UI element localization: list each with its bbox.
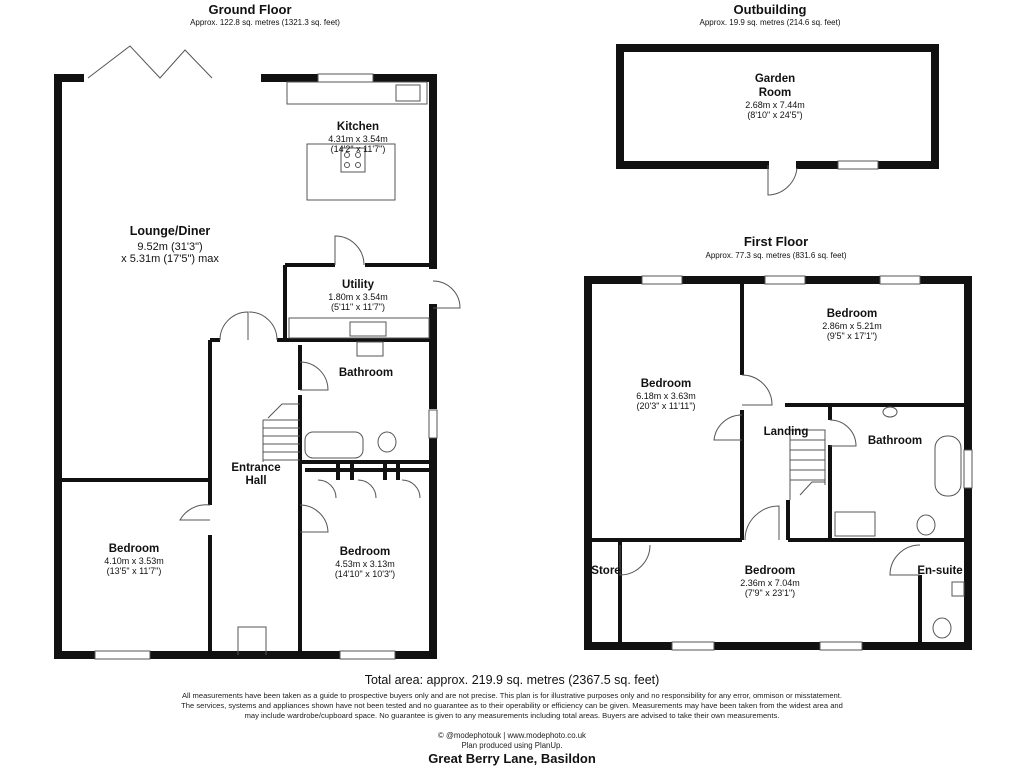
bathroom-toilet xyxy=(378,432,396,452)
garden-room-size-ft: (8'10" x 24'5") xyxy=(747,110,803,120)
ensuite-label: En-suite xyxy=(917,565,963,577)
bedroom-left-window xyxy=(95,651,150,659)
bedroom-bottom-size-ft: (7'9" x 23'1") xyxy=(744,588,796,598)
garden-room-label-2: Room xyxy=(758,87,792,99)
bedroom-bottom-label: Bedroom xyxy=(744,565,796,577)
bathroom-basin xyxy=(357,342,383,356)
ground-floor xyxy=(58,2,460,659)
ground-stairs xyxy=(263,404,300,462)
garden-room-size-m: 2.68m x 7.44m xyxy=(745,100,805,110)
address: Great Berry Lane, Basildon xyxy=(428,751,596,766)
bedroom-right-window xyxy=(340,651,395,659)
ensuite-toilet xyxy=(933,618,951,638)
first-stairs xyxy=(790,430,825,500)
wardrobe-doors xyxy=(318,480,420,498)
landing-label: Landing xyxy=(763,426,809,438)
ground-bathroom-label: Bathroom xyxy=(338,367,394,379)
kitchen-size-m: 4.31m x 3.54m xyxy=(328,134,388,144)
bedroom-bottom-window-2 xyxy=(820,642,862,650)
bedroom-right-size-ft: (14'10" x 10'3") xyxy=(334,569,396,579)
utility-door xyxy=(335,236,364,265)
bedroom-left-size-ft: (13'5" x 11'7") xyxy=(106,566,162,576)
utility-external-door xyxy=(433,281,460,308)
first-floor-area: Approx. 77.3 sq. metres (831.6 sq. feet) xyxy=(705,251,847,260)
kitchen-size-ft: (14'2" x 11'7") xyxy=(330,144,386,154)
bedroom-right-door xyxy=(300,505,328,532)
first-floor xyxy=(588,234,972,650)
kitchen-sink xyxy=(396,85,420,101)
entrance-hall-label-1: Entrance xyxy=(231,462,281,474)
bathroom-door xyxy=(300,362,328,390)
ground-floor-title: Ground Floor xyxy=(208,2,292,17)
first-floor-title: First Floor xyxy=(743,234,809,249)
garden-room-window xyxy=(838,161,878,169)
bedroom-large-size-ft: (20'3" x 11'11") xyxy=(636,401,696,411)
bedroom-left-door xyxy=(180,505,210,520)
bedroom-top-window-1 xyxy=(765,276,805,284)
bedroom-bottom-window-1 xyxy=(672,642,714,650)
lounge-double-door xyxy=(220,312,277,340)
bedroom-top-window-2 xyxy=(880,276,920,284)
disclaimer xyxy=(0,691,1024,722)
bedroom-large-window xyxy=(642,276,682,284)
store-label: Store xyxy=(591,565,621,577)
credit xyxy=(0,731,1024,751)
first-bath xyxy=(935,436,961,496)
disclaimer-line-3: may include wardrobe/cupboard space. No guarantee is given to any measurements including total areas. Buyers are advised to take their own measurements. xyxy=(244,711,780,721)
outbuilding-area: Approx. 19.9 sq. metres (214.6 sq. feet) xyxy=(699,18,841,27)
bathroom-window xyxy=(964,450,972,488)
kitchen-label: Kitchen xyxy=(336,121,380,133)
lounge-diner-size: 9.52m (31'3") xyxy=(137,241,203,253)
credit-line-1: © @modephotouk | www.modephoto.co.uk xyxy=(438,731,586,740)
ensuite-door xyxy=(890,545,920,575)
utility-size-ft: (5'11" x 11'7") xyxy=(330,302,386,312)
bedroom-large-label: Bedroom xyxy=(640,378,692,390)
bedroom-top-size-ft: (9'5" x 17'1") xyxy=(826,331,878,341)
bedroom-bottom-door xyxy=(745,506,779,540)
first-toilet xyxy=(917,515,935,535)
entrance-hall-label-2: Hall xyxy=(245,475,267,487)
ground-floor-area: Approx. 122.8 sq. metres (1321.3 sq. feet) xyxy=(190,18,340,27)
outbuilding xyxy=(620,2,935,195)
bedroom-bottom-size-m: 2.36m x 7.04m xyxy=(740,578,800,588)
garden-room-door xyxy=(768,165,797,195)
shower-tray xyxy=(835,512,875,536)
lounge-diner-size-2: x 5.31m (17'5") max xyxy=(121,253,219,265)
bedroom-large-door xyxy=(714,415,742,440)
store-door xyxy=(620,545,650,575)
bedroom-right-label: Bedroom xyxy=(339,546,391,558)
credit-line-2: Plan produced using PlanUp. xyxy=(461,741,563,750)
kitchen-window xyxy=(318,74,373,82)
first-basin xyxy=(883,407,897,417)
bathroom-window xyxy=(429,410,437,438)
bifold-door xyxy=(88,46,212,78)
front-door xyxy=(238,627,266,655)
utility-sink xyxy=(350,322,386,336)
lounge-diner-label: Lounge/Diner xyxy=(129,224,211,238)
first-bathroom-door xyxy=(830,420,856,446)
bedroom-top-door xyxy=(742,375,772,405)
bedroom-right-size-m: 4.53m x 3.13m xyxy=(335,559,395,569)
disclaimer-line-2: The services, systems and appliances shown have not been tested and no guarantee as to their operability or efficiency can be given. Measurements may have been taken from the widest area and xyxy=(181,701,843,711)
bedroom-left-label: Bedroom xyxy=(108,543,160,555)
utility-label: Utility xyxy=(342,279,374,291)
bath xyxy=(305,432,363,458)
ensuite-basin xyxy=(952,582,964,596)
bedroom-top-size-m: 2.86m x 5.21m xyxy=(822,321,882,331)
first-bathroom-label: Bathroom xyxy=(867,435,923,447)
outbuilding-title: Outbuilding xyxy=(733,2,807,17)
bedroom-large-size-m: 6.18m x 3.63m xyxy=(636,391,696,401)
garden-room-label-1: Garden xyxy=(754,73,796,85)
bedroom-top-label: Bedroom xyxy=(826,308,878,320)
disclaimer-line-1: All measurements have been taken as a guide to prospective buyers only and are not precise. This plan is for illustrative purposes only and no responsibility for any error, ommison or misstatement. xyxy=(181,691,842,700)
bedroom-left-size-m: 4.10m x 3.53m xyxy=(104,556,164,566)
utility-size-m: 1.80m x 3.54m xyxy=(328,292,388,302)
wardrobe-walls xyxy=(305,462,433,480)
total-area: Total area: approx. 219.9 sq. metres (2367.5 sq. feet) xyxy=(364,673,660,687)
